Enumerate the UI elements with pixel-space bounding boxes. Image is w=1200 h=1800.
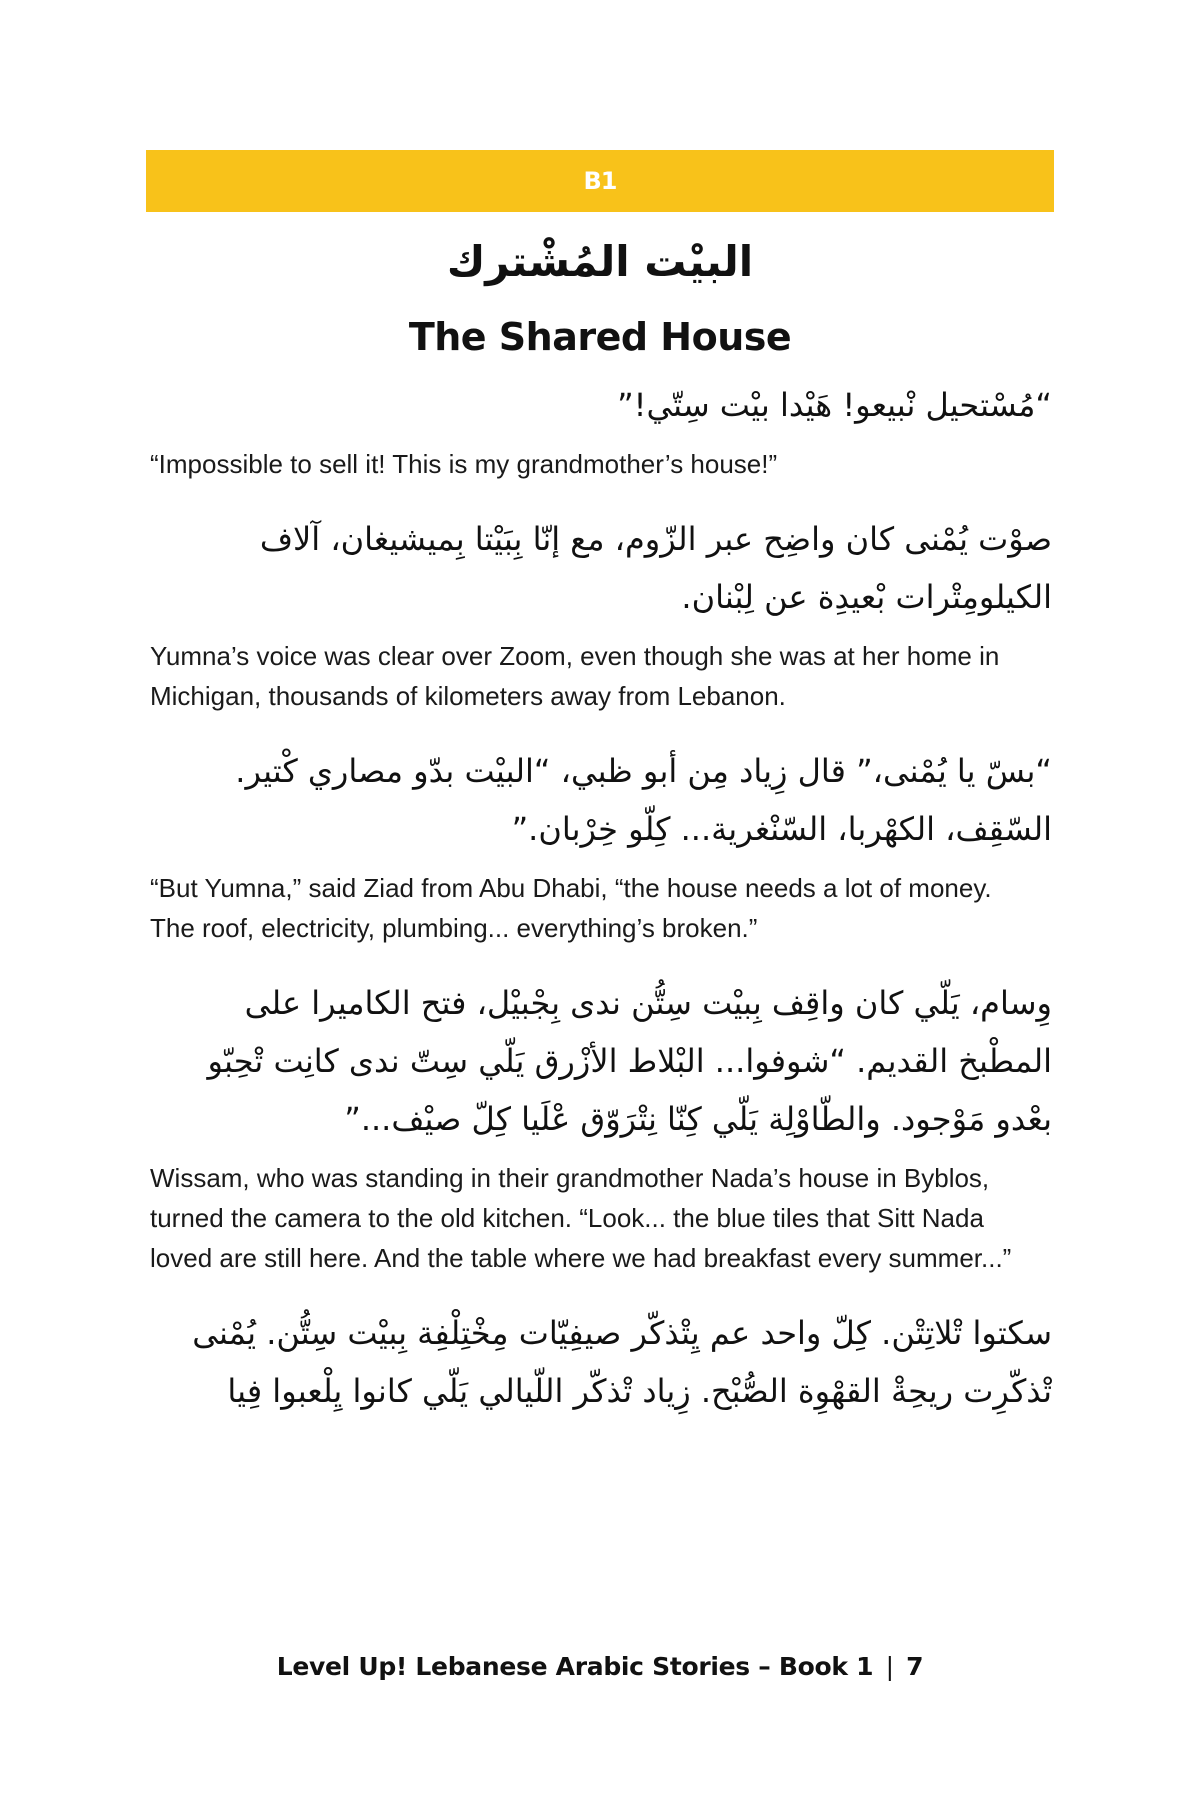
paragraph-english: Wissam, who was standing in their grandmother Nada’s house in Byblos, turned the camera to the old kitchen. “Look... the blue tiles that Sitt Nada loved are still here. And the table where we had breakfast every summer...”	[150, 1163, 1012, 1273]
paragraph-arabic: سكتوا تْلاتِتْن. كِلّ واحد عم يِتْذكّر صيفِيّات مِخْتِلْفِة بِبيْت سِتُّن. يُمْنى تْذكّرِت ريحِةْ القهْوِة الصُّبْح. زِياد تْذكّر اللّيالي يَلّي كانوا يِلْعبوا فِيا	[192, 1314, 1052, 1410]
paragraph-5	[146, 1304, 1054, 1420]
paragraph-2	[146, 510, 1054, 716]
paragraph-4	[146, 974, 1054, 1278]
level-badge: B1	[583, 167, 617, 195]
paragraph-arabic: “مُسْتحيل نْبيعو! هَيْدا بيْت سِتّي!”	[617, 386, 1052, 424]
paragraph-english: “But Yumna,” said Ziad from Abu Dhabi, “the house needs a lot of money. The roof, electricity, plumbing... everything’s broken.”	[150, 873, 992, 943]
paragraph-english: Yumna’s voice was clear over Zoom, even though she was at her home in Michigan, thousands of kilometers away from Lebanon.	[150, 641, 1000, 711]
title-arabic: البيْت المُشْترك	[446, 237, 754, 286]
paragraph-arabic: “بسّ يا يُمْنى،” قال زِياد مِن أبو ظبي، “البيْت بدّو مصاري كْتير. السّقِف، الكهْربا، السّنْغرية... كِلّو خِرْبان.”	[235, 752, 1052, 848]
paragraph-3	[146, 742, 1054, 948]
footer-separator: |	[885, 1652, 894, 1681]
page-number: 7	[906, 1652, 924, 1681]
paragraph-arabic: صوْت يُمْنى كان واضِح عبر الزّوم، مع إنّا بِبَيْتا بِميشيغان، آلاف الكيلومِتْرات بْعيدِة عن لِبْنان.	[259, 520, 1052, 616]
title-english: The Shared House	[408, 315, 792, 359]
book-title: Level Up! Lebanese Arabic Stories – Book 1	[276, 1652, 874, 1681]
paragraph-1	[146, 376, 1054, 484]
story-page	[146, 150, 1054, 1420]
page-footer	[0, 1652, 1200, 1681]
level-banner	[146, 150, 1054, 212]
paragraph-english: “Impossible to sell it! This is my grandmother’s house!”	[150, 449, 778, 479]
paragraph-arabic: وِسام، يَلّي كان واقِف بِبيْت سِتُّن ندى بِجْبيْل، فتح الكاميرا على المطْبخ القديم. “شوفوا... البْلاط الأزْرق يَلّي سِتّ ندى كانِت تْحِبّو بعْدو مَوْجود. والطّاوْلِة يَلّي كِنّا نِتْرَوّق عْلَيا كِلّ صيْف...”	[207, 984, 1052, 1138]
